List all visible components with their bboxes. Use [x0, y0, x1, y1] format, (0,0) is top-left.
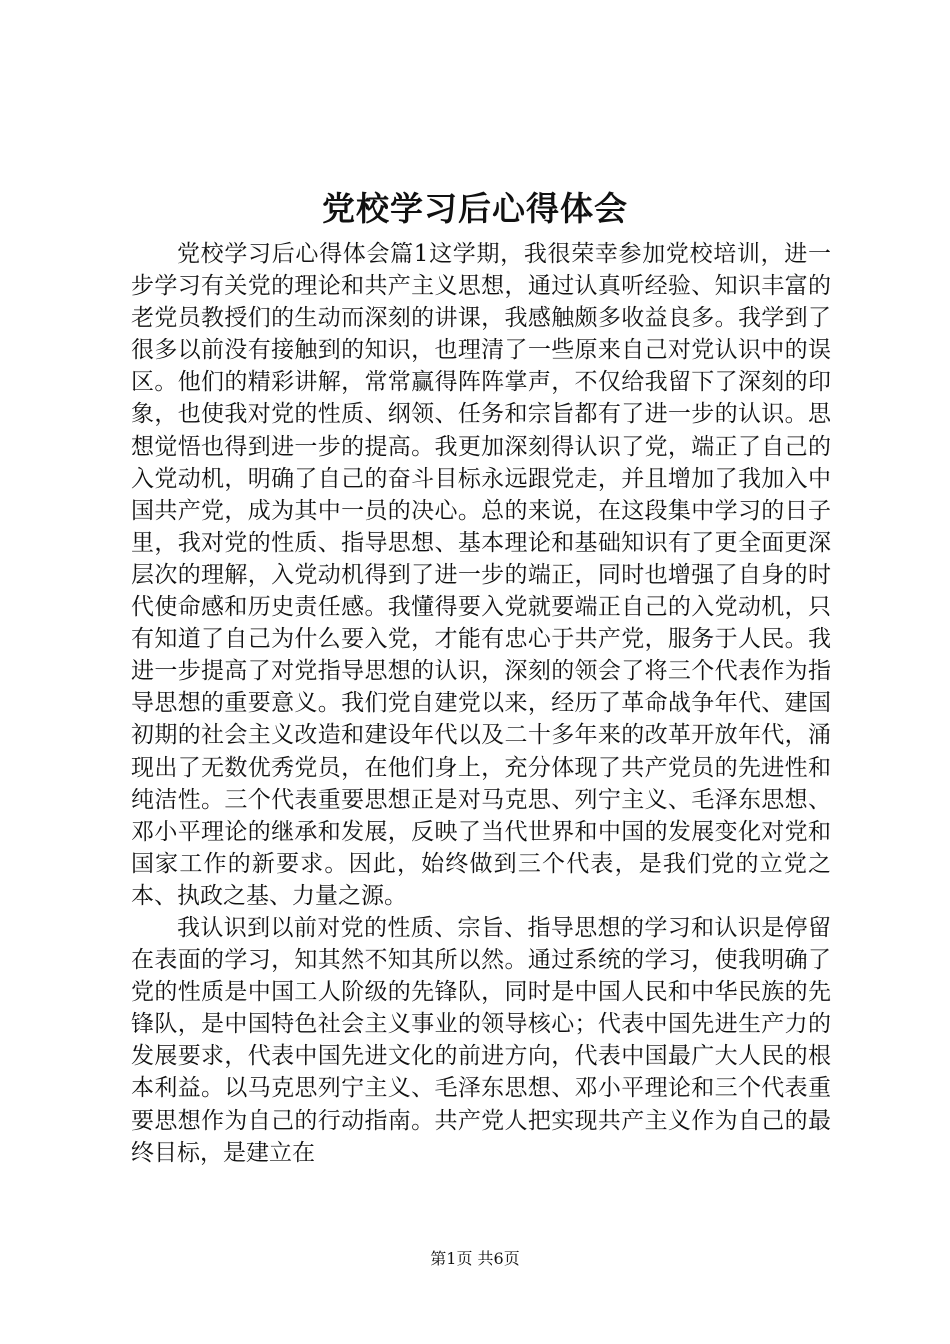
document-body: [131, 238, 831, 1169]
page-title: 党校学习后心得体会: [322, 189, 628, 228]
paragraph: 党校学习后心得体会篇1这学期，我很荣幸参加党校培训，进一步学习有关党的理论和共产主义思想，通过认真听经验、知识丰富的老党员教授们的生动而深刻的讲课，我感触颇多收益良多。我学到了很多以前没有接触到的知识，也理清了一些原来自己对党认识中的误区。他们的精彩讲解，常常赢得阵阵掌声，不仅给我留下了深刻的印象，也使我对党的性质、纲领、任务和宗旨都有了进一步的认识。思想觉悟也得到进一步的提高。我更加深刻得认识了党，端正了自己的入党动机，明确了自己的奋斗目标永远跟党走，并且增加了我加入中国共产党，成为其中一员的决心。总的来说，在这段集中学习的日子里，我对党的性质、指导思想、基本理论和基础知识有了更全面更深层次的理解，入党动机得到了进一步的端正，同时也增强了自身的时代使命感和历史责任感。我懂得要入党就要端正自己的入党动机，只有知道了自己为什么要入党，才能有忠心于共产党，服务于人民。我进一步提高了对党指导思想的认识，深刻的领会了将三个代表作为指导思想的重要意义。我们党自建党以来，经历了革命战争年代、建国初期的社会主义改造和建设年代以及二十多年来的改革开放年代，涌现出了无数优秀党员，在他们身上，充分体现了共产党员的先进性和纯洁性。三个代表重要思想正是对马克思、列宁主义、毛泽东思想、邓小平理论的继承和发展，反映了当代世界和中国的发展变化对党和国家工作的新要求。因此，始终做到三个代表，是我们党的立党之本、执政之基、力量之源。: [131, 241, 831, 909]
paragraph: 我认识到以前对党的性质、宗旨、指导思想的学习和认识是停留在表面的学习，知其然不知其所以然。通过系统的学习，使我明确了党的性质是中国工人阶级的先锋队，同时是中国人民和中华民族的先锋队，是中国特色社会主义事业的领导核心；代表中国先进生产力的发展要求，代表中国先进文化的前进方向，代表中国最广大人民的根本利益。以马克思列宁主义、毛泽东思想、邓小平理论和三个代表重要思想作为自己的行动指南。共产党人把实现共产主义作为自己的最终目标，是建立在: [131, 914, 831, 1166]
page-footer: 第1页 共6页: [430, 1249, 520, 1268]
